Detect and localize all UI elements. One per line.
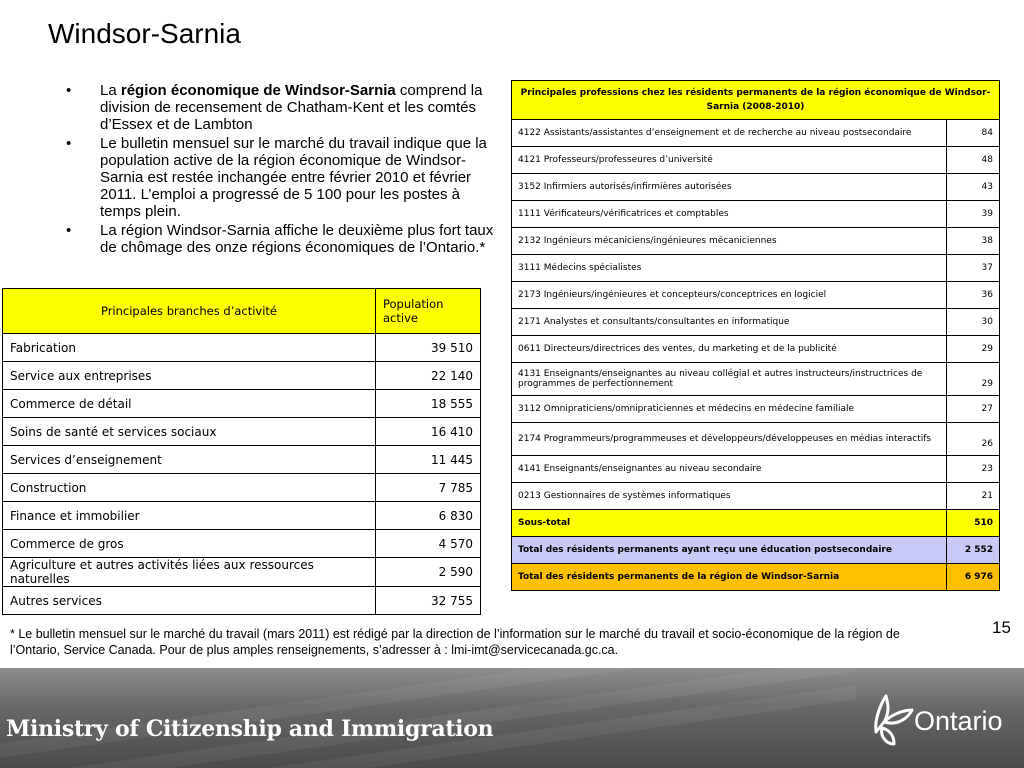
table-row	[512, 423, 1000, 456]
total-postsecondary-label: Total des résidents permanents ayant reçu une éducation postsecondaire	[512, 537, 947, 564]
row-label: 2173 Ingénieurs/ingénieures et concepteurs/conceptrices en logiciel	[512, 282, 947, 309]
bullet-dot: •	[66, 135, 72, 152]
row-value: 30	[947, 309, 1000, 336]
total-region-row	[512, 564, 1000, 591]
subtotal-row	[512, 510, 1000, 537]
row-label: Fabrication	[3, 334, 376, 362]
table-row	[512, 309, 1000, 336]
table-row	[512, 336, 1000, 363]
row-label: 3111 Médecins spécialistes	[512, 255, 947, 282]
occupation-table	[511, 80, 1000, 591]
row-value: 6 830	[376, 502, 481, 530]
row-value: 27	[947, 396, 1000, 423]
row-label: 4122 Assistants/assistantes d’enseignement et de recherche au niveau postsecondaire	[512, 120, 947, 147]
table-row	[512, 363, 1000, 396]
bullet-prefix: La	[100, 82, 121, 99]
total-region-label: Total des résidents permanents de la région de Windsor-Sarnia	[512, 564, 947, 591]
table-header-industry: Principales branches d’activité	[3, 289, 376, 334]
bullet-text: Le bulletin mensuel sur le marché du travail indique que la population active de la région économique de Windsor-Sarnia est restée inchangée entre février 2010 et février 2011. L’emploi a progressé de 5 100 pour les postes à temps plein.	[100, 135, 487, 220]
row-value: 22 140	[376, 362, 481, 390]
row-label: Finance et immobilier	[3, 502, 376, 530]
table-header-occupations: Principales professions chez les résidents permanents de la région économique de Windsor-Sarnia (2008-2010)	[512, 81, 1000, 120]
total-postsecondary-row	[512, 537, 1000, 564]
row-label: Agriculture et autres activités liées aux ressources naturelles	[3, 558, 376, 587]
table-row	[3, 587, 481, 615]
row-label: Services d’enseignement	[3, 446, 376, 474]
row-value: 26	[947, 423, 1000, 456]
row-label: Autres services	[3, 587, 376, 615]
row-value: 29	[947, 336, 1000, 363]
footnote: * Le bulletin mensuel sur le marché du travail (mars 2011) est rédigé par la direction de l’information sur le marché du travail et socio-économique de la région de l’Ontario, Service Canada. Pour de plus amples renseignements, s’adresser à : lmi-imt@servicecanada.gc.ca.	[10, 627, 900, 657]
bullet-list	[66, 82, 498, 258]
row-label: 0213 Gestionnaires de systèmes informatiques	[512, 483, 947, 510]
table-row	[512, 120, 1000, 147]
total-postsecondary-value: 2 552	[947, 537, 1000, 564]
row-value: 39 510	[376, 334, 481, 362]
row-value: 38	[947, 228, 1000, 255]
row-value: 37	[947, 255, 1000, 282]
row-label: 2132 Ingénieurs mécaniciens/ingénieures mécaniciennes	[512, 228, 947, 255]
table-row	[3, 502, 481, 530]
row-label: 4121 Professeurs/professeures d’université	[512, 147, 947, 174]
row-label: 0611 Directeurs/directrices des ventes, du marketing et de la publicité	[512, 336, 947, 363]
row-value: 2 590	[376, 558, 481, 587]
ontario-wordmark: Ontario	[914, 706, 1003, 736]
total-region-value: 6 976	[947, 564, 1000, 591]
table-row	[512, 174, 1000, 201]
table-row	[3, 446, 481, 474]
row-label: 1111 Vérificateurs/vérificatrices et comptables	[512, 201, 947, 228]
table-header-population: Population active	[376, 289, 481, 334]
table-row	[512, 483, 1000, 510]
table-header-row	[3, 289, 481, 334]
bullet-dot: •	[66, 82, 72, 99]
row-label: 3152 Infirmiers autorisés/infirmières autorisées	[512, 174, 947, 201]
row-value: 18 555	[376, 390, 481, 418]
row-value: 4 570	[376, 530, 481, 558]
table-row	[512, 201, 1000, 228]
row-label: Construction	[3, 474, 376, 502]
row-value: 32 755	[376, 587, 481, 615]
table-row	[512, 396, 1000, 423]
table-row	[512, 255, 1000, 282]
bullet-rest: comprend la division de recensement de Chatham-Kent et les comtés d’Essex et de Lambton	[100, 82, 483, 133]
bullet-dot: •	[66, 222, 72, 239]
table-row	[512, 456, 1000, 483]
bullet-item	[66, 135, 498, 220]
subtotal-value: 510	[947, 510, 1000, 537]
table-row	[3, 558, 481, 587]
industry-table	[2, 288, 481, 615]
table-row	[512, 282, 1000, 309]
row-value: 43	[947, 174, 1000, 201]
row-label: 2171 Analystes et consultants/consultantes en informatique	[512, 309, 947, 336]
row-label: 3112 Omnipraticiens/omnipraticiennes et médecins en médecine familiale	[512, 396, 947, 423]
table-row	[512, 228, 1000, 255]
row-value: 39	[947, 201, 1000, 228]
bullet-item	[66, 82, 498, 133]
subtotal-label: Sous-total	[512, 510, 947, 537]
row-value: 23	[947, 456, 1000, 483]
table-row	[3, 362, 481, 390]
table-row	[3, 418, 481, 446]
row-value: 11 445	[376, 446, 481, 474]
row-label: Commerce de gros	[3, 530, 376, 558]
page-number: 15	[992, 618, 1011, 637]
row-value: 7 785	[376, 474, 481, 502]
table-row	[512, 147, 1000, 174]
table-header-row	[512, 81, 1000, 120]
table-row	[3, 530, 481, 558]
table-row	[3, 474, 481, 502]
page-title: Windsor-Sarnia	[48, 18, 241, 49]
row-value: 84	[947, 120, 1000, 147]
row-label: Soins de santé et services sociaux	[3, 418, 376, 446]
row-value: 29	[947, 363, 1000, 396]
table-row	[3, 334, 481, 362]
row-label: 4131 Enseignants/enseignantes au niveau collégial et autres instructeurs/instructrices de programmes de perfectionnement	[512, 363, 947, 396]
ministry-name: Ministry of Citizenship and Immigration	[6, 716, 494, 742]
bullet-bold: région économique de Windsor-Sarnia	[120, 82, 396, 99]
row-label: Commerce de détail	[3, 390, 376, 418]
bullet-text: La région Windsor-Sarnia affiche le deuxième plus fort taux de chômage des onze régions économiques de l’Ontario.*	[100, 222, 494, 256]
bullet-item	[66, 222, 498, 256]
row-value: 16 410	[376, 418, 481, 446]
row-value: 36	[947, 282, 1000, 309]
row-label: 2174 Programmeurs/programmeuses et développeurs/développeuses en médias interactifs	[512, 423, 947, 456]
table-row	[3, 390, 481, 418]
row-value: 48	[947, 147, 1000, 174]
row-label: Service aux entreprises	[3, 362, 376, 390]
row-value: 21	[947, 483, 1000, 510]
row-label: 4141 Enseignants/enseignantes au niveau secondaire	[512, 456, 947, 483]
